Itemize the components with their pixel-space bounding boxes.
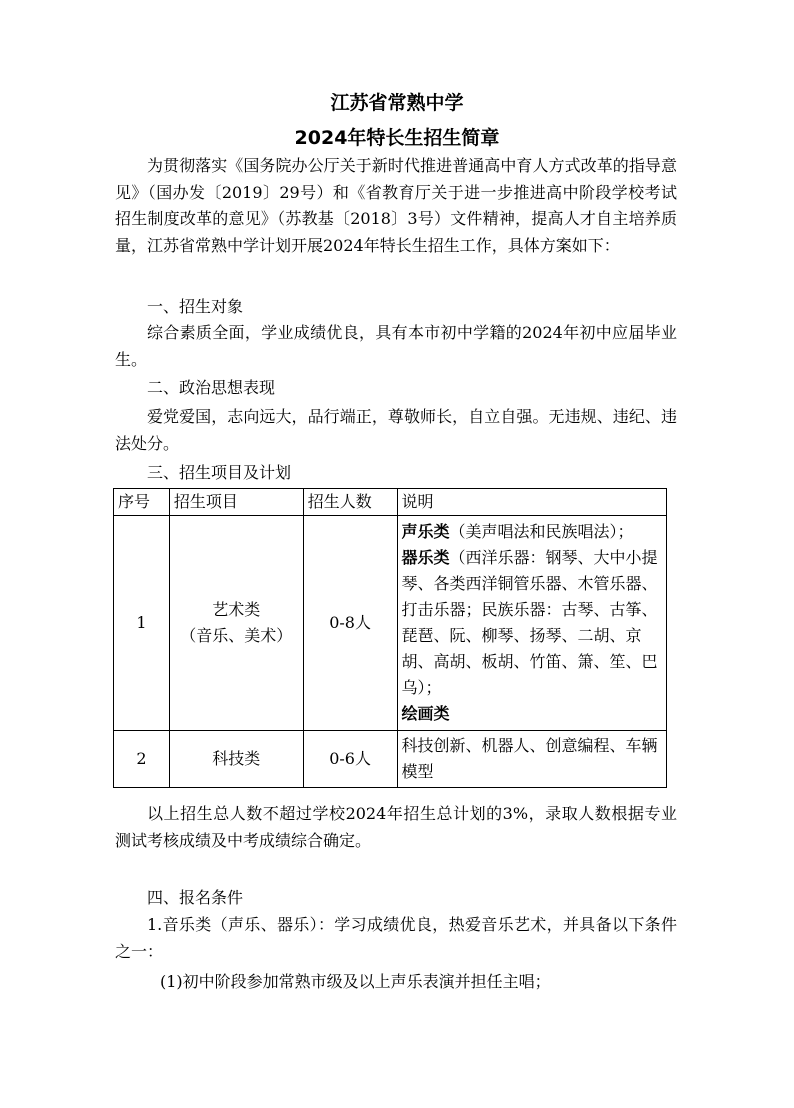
header-count: 招生人数 xyxy=(303,489,397,516)
row-1-count: 0-8人 xyxy=(303,516,397,731)
section-1-title: 一、招生对象 xyxy=(147,297,244,316)
section-4-item-1 xyxy=(115,912,677,965)
row-2-count: 0-6人 xyxy=(303,731,397,788)
row-1-desc-bold-3: 绘画类 xyxy=(401,704,450,723)
section-3-title: 三、招生项目及计划 xyxy=(147,463,292,482)
row-2-no: 2 xyxy=(114,731,170,788)
row-1-item-line1: 艺术类 xyxy=(212,600,261,619)
table-row xyxy=(114,516,667,731)
section-2-text: 爱党爱国，志向远大，品行端正，尊敬师长，自立自强。无违规、违纪、违法处分。 xyxy=(115,407,677,453)
header-no: 序号 xyxy=(114,489,170,516)
section-4-title: 四、报名条件 xyxy=(147,888,244,907)
row-1-desc-bold-1: 声乐类 xyxy=(401,522,450,541)
section-4-item-1-sub-1: (1)初中阶段参加常熟市级及以上声乐表演并担任主唱； xyxy=(160,972,551,991)
section-1-paragraph xyxy=(115,320,677,373)
header-item: 招生项目 xyxy=(169,489,303,516)
row-1-item xyxy=(169,516,303,731)
row-1-no: 1 xyxy=(114,516,170,731)
section-2-paragraph xyxy=(115,404,677,457)
after-table-text: 以上招生总人数不超过学校2024年招生总计划的3%，录取人数根据专业测试考核成绩及中考成绩综合确定。 xyxy=(115,804,677,850)
document-subtitle: 2024年特长生招生简章 xyxy=(294,127,500,149)
table-row xyxy=(114,731,667,788)
intro-text: 为贯彻落实《国务院办公厅关于新时代推进普通高中育人方式改革的指导意见》（国办发〔2019〕29号）和《省教育厅关于进一步推进高中阶段学校考试招生制度改革的意见》（苏教基〔2018〕3号）文件精神，提高人才自主培养质量，江苏省常熟中学计划开展2024年特长生招生工作，具体方案如下： xyxy=(115,156,677,255)
row-1-item-line2: （音乐、美术） xyxy=(180,626,293,645)
table-header-row xyxy=(114,489,667,516)
section-4-item-1-text: 1.音乐类（声乐、器乐）：学习成绩优良，热爱音乐艺术，并具备以下条件之一： xyxy=(115,915,677,961)
document-title: 江苏省常熟中学 xyxy=(330,92,464,114)
row-2-desc: 科技创新、机器人、创意编程、车辆模型 xyxy=(397,731,666,788)
row-1-desc-text-1: （美声唱法和民族唱法）； xyxy=(449,522,634,541)
enrollment-plan-table xyxy=(113,488,667,788)
section-2-title: 二、政治思想表现 xyxy=(147,378,276,397)
header-desc: 说明 xyxy=(397,489,666,516)
intro-paragraph xyxy=(115,153,677,259)
section-1-text: 综合素质全面，学业成绩优良，具有本市初中学籍的2024年初中应届毕业生。 xyxy=(115,323,677,369)
row-1-desc-bold-2: 器乐类 xyxy=(401,548,450,567)
row-2-item: 科技类 xyxy=(169,731,303,788)
row-1-desc-text-2: （西洋乐器：钢琴、大中小提琴、各类西洋铜管乐器、木管乐器、打击乐器；民族乐器：古琴、古筝、琵琶、阮、柳琴、扬琴、二胡、京胡、高胡、板胡、竹笛、箫、笙、巴乌）； xyxy=(401,548,658,697)
after-table-paragraph xyxy=(115,801,677,854)
row-1-desc xyxy=(397,516,666,731)
